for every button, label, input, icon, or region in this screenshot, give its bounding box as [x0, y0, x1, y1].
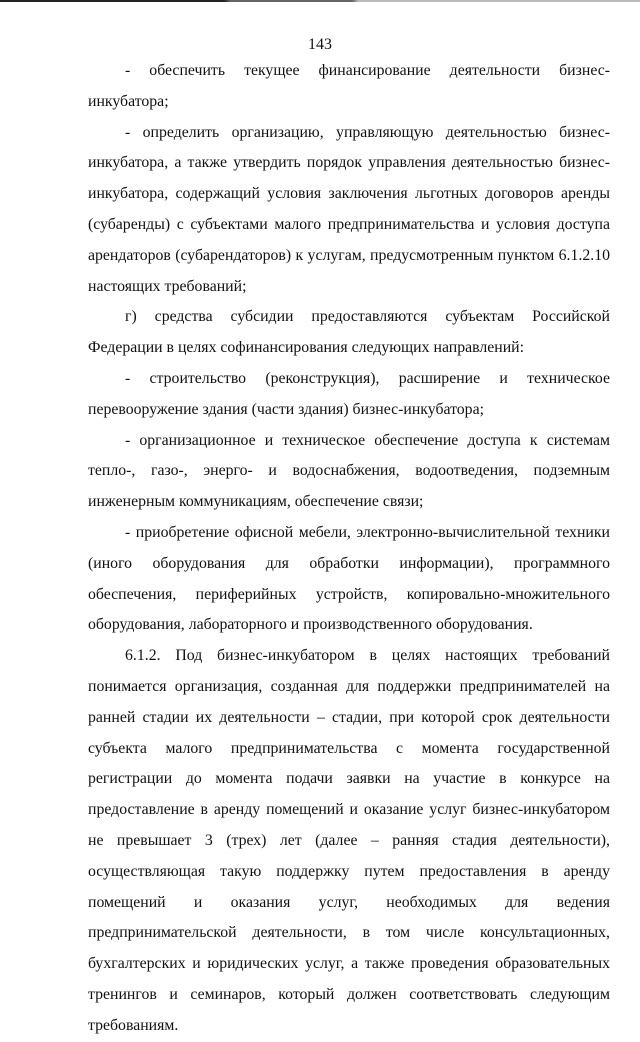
paragraph-utilities: - организационное и техническое обеспечение доступа к системам тепло-, газо-, энерго- и водоснабжения, водоотведения, подземным инженерным коммуникациям, обеспечение связи; — [88, 431, 610, 511]
paragraph-construction: - строительство (реконструкция), расширение и техническое перевооружение здания (части здания) бизнес-инкубатора; — [88, 369, 610, 418]
page-number: 143 — [308, 36, 332, 53]
paragraph-subsidy: г) средства субсидии предоставляются субъектам Российской Федерации в целях софинансирования следующих направлений: — [88, 308, 610, 357]
scan-top-edge — [0, 0, 640, 2]
paragraph-equipment: - приобретение офисной мебели, электронно-вычислительной техники (иного оборудования для обработки информации), программного обеспечения, периферийных устройств, копировально-множительного оборудования, лабораторного и производственного оборудования. — [88, 523, 610, 634]
document-body — [88, 56, 610, 1042]
paragraph-definition: 6.1.2. Под бизнес-инкубатором в целях настоящих требований понимается организация, созданная для поддержки предпринимателей на ранней стадии их деятельности – стадии, при которой срок деятельности субъекта малого предпринимательства с момента государственной регистрации до момента подачи заявки на участие в конкурсе на предоставление в аренду помещений и оказание услуг бизнес-инкубатором не превышает 3 (трех) лет (далее – ранняя стадия деятельности), осуществляющая такую поддержку путем предоставления в аренду помещений и оказания услуг, необходимых для ведения предпринимательской деятельности, в том числе консультационных, бухгалтерских и юридических услуг, а также проведения образовательных тренингов и семинаров, который должен соответствовать следующим требованиям. — [88, 647, 610, 1034]
paragraph-management: - определить организацию, управляющую деятельностью бизнес-инкубатора, а также утвердить порядок управления деятельностью бизнес-инкубатора, содержащий условия заключения льготных договоров аренды (субаренды) с субъектами малого предпринимательства и условия доступа арендаторов (субарендаторов) к услугам, предусмотренным пунктом 6.1.2.10 настоящих требований; — [88, 123, 610, 295]
paragraph-financing: - обеспечить текущее финансирование деятельности бизнес-инкубатора; — [88, 62, 610, 110]
